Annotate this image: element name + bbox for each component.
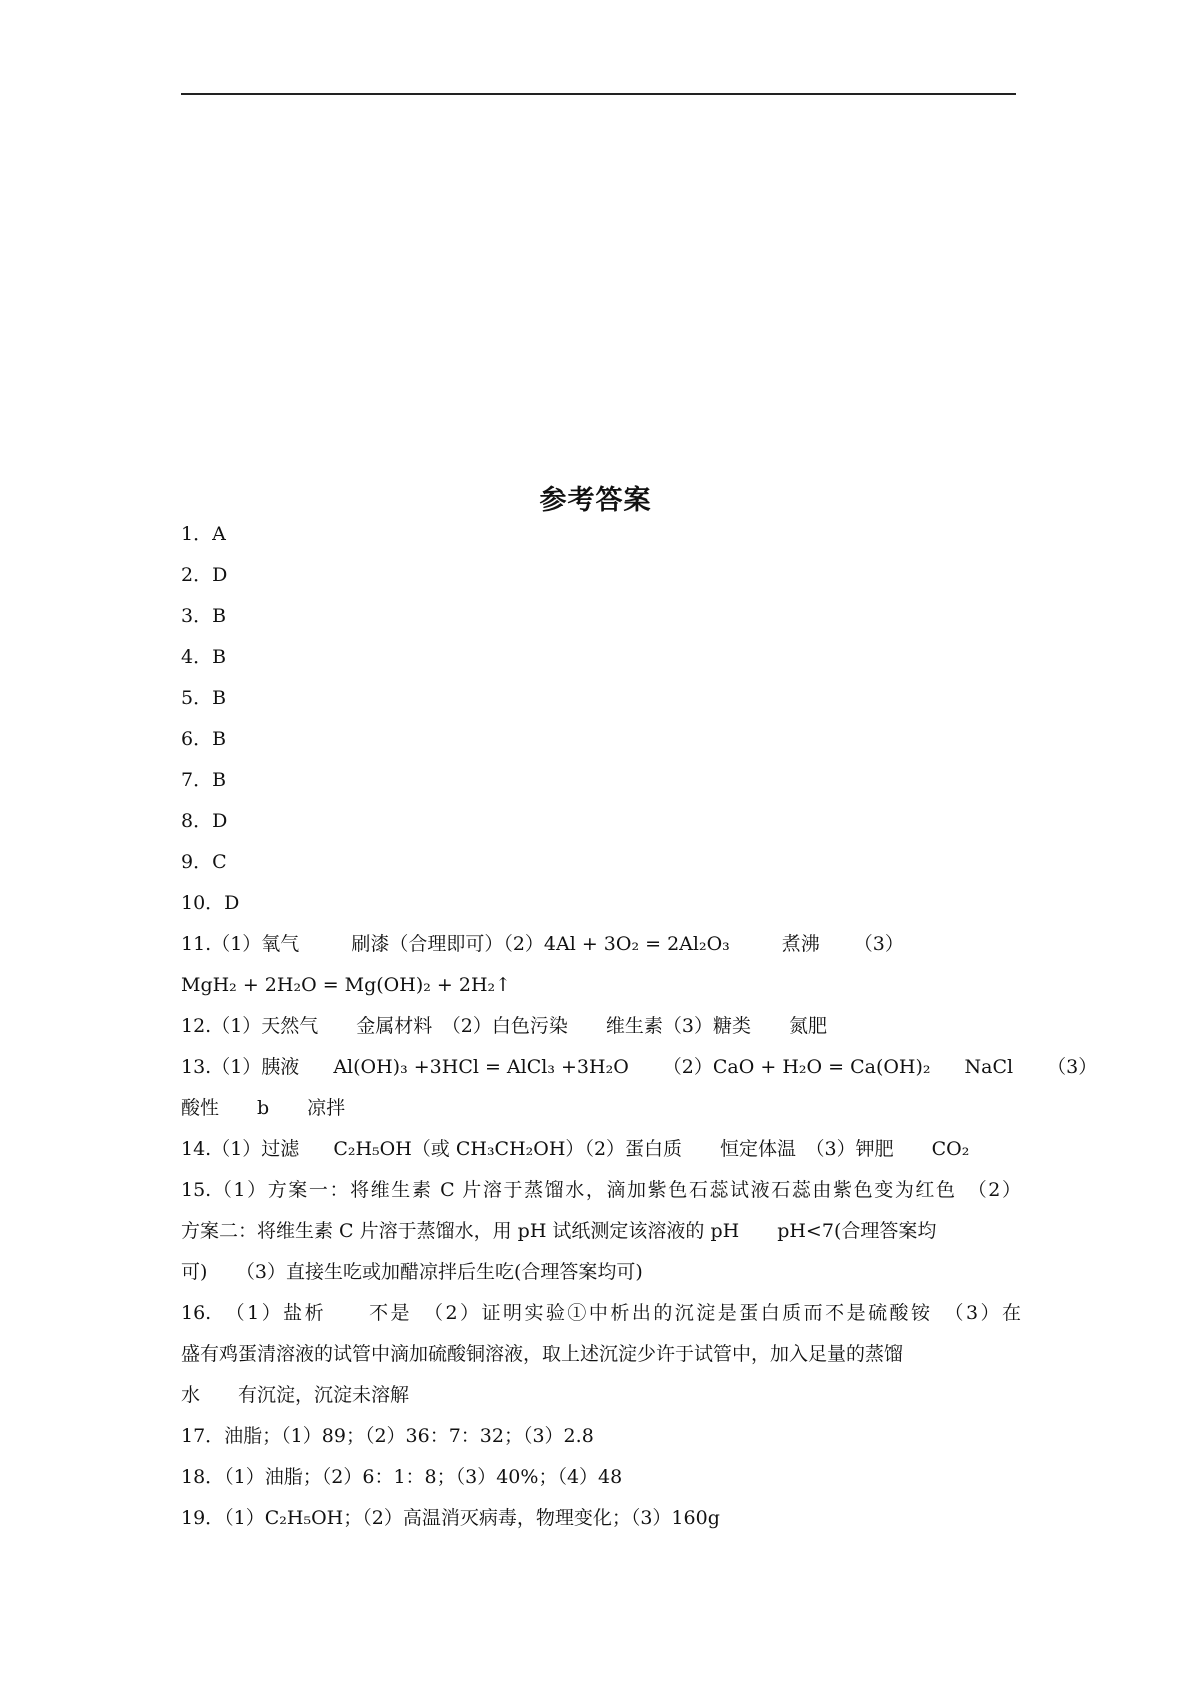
answer-13-part-3: （3） — [1047, 1056, 1098, 1078]
answer-11-equation-1: 4Al + 3O₂ = 2Al₂O₃ — [543, 933, 730, 955]
answer-11-equation-2: MgH₂ + 2H₂O = Mg(OH)₂ + 2H₂↑ — [181, 974, 512, 996]
answer-13-part-2: NaCl — [964, 1056, 1014, 1078]
answer-12: 12.（1）天然气 金属材料 （2）白色污染 维生素（3）糖类 氮肥 — [181, 1015, 827, 1037]
answer-9: 9．C — [181, 851, 227, 873]
answer-15-line-3: 可) （3）直接生吃或加醋凉拌后生吃(合理答案均可) — [181, 1261, 643, 1283]
answer-13-line-2: 酸性 b 凉拌 — [181, 1097, 346, 1119]
answer-17: 17．油脂；（1）89；（2）36：7：32；（3）2.8 — [181, 1425, 594, 1447]
answer-11-lead: 11.（1）氧气 — [181, 933, 300, 955]
answer-11-part-2: 煮沸 — [781, 933, 820, 955]
answer-14-rest: （2）蛋白质 恒定体温 （3）钾肥 CO₂ — [584, 1138, 970, 1160]
answer-13-line-1 — [181, 1047, 1098, 1088]
answer-11-line-1 — [181, 924, 1021, 965]
answer-2: 2．D — [181, 564, 228, 586]
answer-11-part-1: 刷漆（合理即可）（2） — [351, 933, 544, 955]
header-rule — [181, 93, 1016, 95]
page-title: 参考答案 — [539, 485, 652, 516]
answer-16-line-3: 水 有沉淀，沉淀未溶解 — [181, 1384, 410, 1406]
answer-18: 18．（1）油脂；（2）6：1：8；（3）40%；（4）48 — [181, 1466, 623, 1488]
answer-5: 5．B — [181, 687, 227, 709]
answer-14-formula: C₂H₅OH（或 CH₃CH₂OH） — [333, 1138, 585, 1160]
answer-6: 6．B — [181, 728, 227, 750]
answer-7: 7．B — [181, 769, 227, 791]
answer-13-equation-2: CaO + H₂O = Ca(OH)₂ — [712, 1056, 931, 1078]
answer-14 — [181, 1129, 1021, 1170]
answer-4: 4．B — [181, 646, 227, 668]
answer-13-lead: 13.（1）胰液 — [181, 1056, 300, 1078]
answer-19: 19．（1）C₂H₅OH；（2）高温消灭病毒，物理变化；（3）160g — [181, 1507, 720, 1529]
answer-3: 3．B — [181, 605, 227, 627]
answer-16-line-2: 盛有鸡蛋清溶液的试管中滴加硫酸铜溶液，取上述沉淀少许于试管中，加入足量的蒸馏 — [181, 1343, 904, 1365]
answer-8: 8．D — [181, 810, 228, 832]
answer-13-part-1: （2） — [662, 1056, 713, 1078]
answer-15-line-2: 方案二：将维生素 C 片溶于蒸馏水，用 pH 试纸测定该溶液的 pH pH<7(合理答案均 — [181, 1220, 937, 1242]
answer-10: 10．D — [181, 892, 240, 914]
answer-15-line-1: 15.（1）方案一：将维生素 C 片溶于蒸馏水，滴加紫色石蕊试液石蕊由紫色变为红色 （2） — [181, 1179, 1021, 1201]
answer-11-part-3: （3） — [853, 933, 904, 955]
answer-14-lead: 14.（1）过滤 — [181, 1138, 300, 1160]
answer-list — [181, 514, 1098, 1539]
answer-11-line-2 — [181, 965, 1021, 1006]
answer-13-equation-1: Al(OH)₃ +3HCl = AlCl₃ +3H₂O — [333, 1056, 629, 1078]
answer-1: 1．A — [181, 523, 226, 545]
answer-16-line-1: 16. （1）盐析 不是 （2）证明实验①中析出的沉淀是蛋白质而不是硫酸铵 （3）在 — [181, 1302, 1021, 1324]
